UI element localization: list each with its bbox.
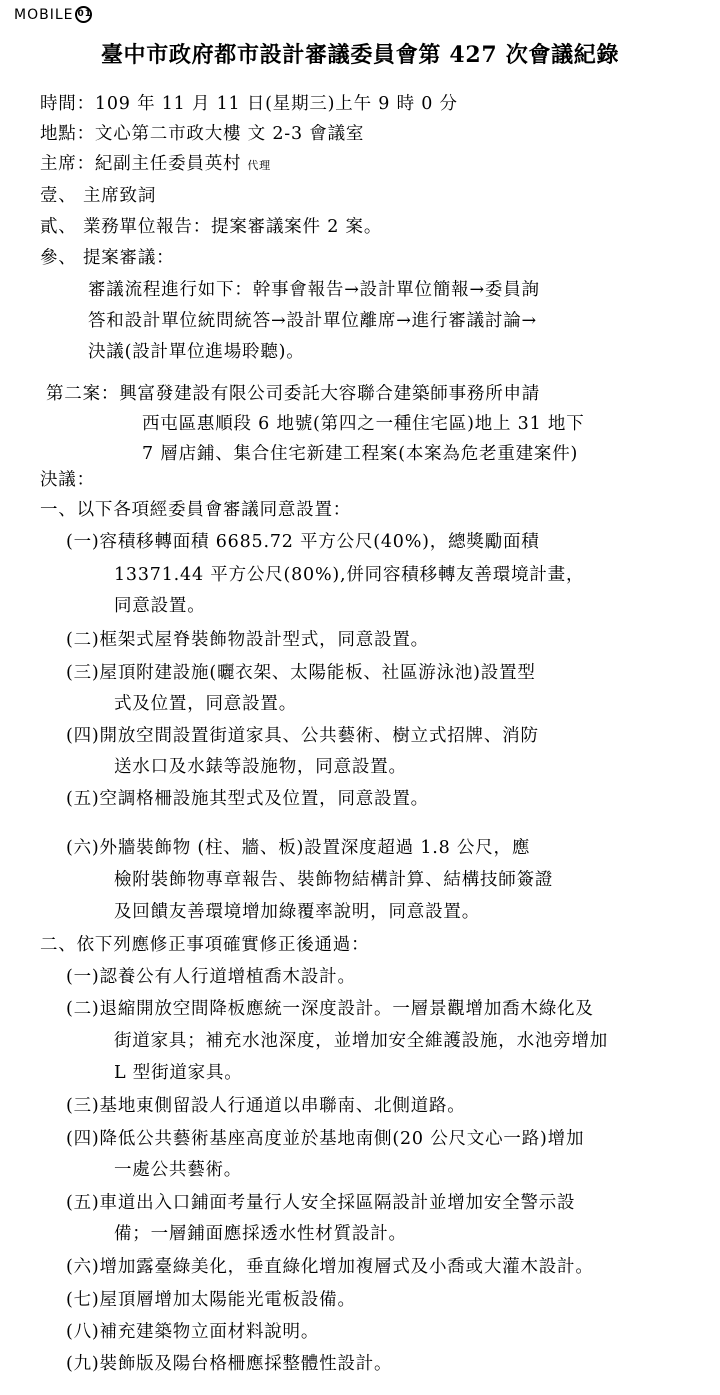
- part2-line: (一)認養公有人行道增植喬木設計。: [66, 967, 356, 987]
- part1-line: 檢附裝飾物專章報告、裝飾物結構計算、結構技師簽證: [114, 870, 554, 890]
- part2-line: (四)降低公共藝術基座高度並於基地南側(20 公尺文心一路)增加: [66, 1129, 585, 1149]
- flow-line-1: 審議流程進行如下：幹事會報告→設計單位簡報→委員詢: [88, 280, 540, 300]
- chair-text: 主席：紀副主任委員英村: [40, 154, 242, 174]
- watermark-logo: [14, 6, 92, 23]
- part2-line: (六)增加露臺綠美化，垂直綠化增加複層式及小喬或大灌木設計。: [66, 1257, 594, 1277]
- meeting-chair: [40, 150, 271, 175]
- part1-line: 及回饋友善環境增加綠覆率說明，同意設置。: [114, 902, 480, 922]
- part2-line: (八)補充建築物立面材料說明。: [66, 1322, 320, 1342]
- part2-line: 一處公共藝術。: [114, 1160, 243, 1180]
- part1-line: (五)空調格柵設施其型式及位置，同意設置。: [66, 789, 429, 809]
- part1-line: 式及位置，同意設置。: [114, 694, 297, 714]
- part2-line: (九)裝飾版及陽台格柵應採整體性設計。: [66, 1354, 393, 1374]
- agenda-item-1: 壹、 主席致詞: [40, 186, 157, 206]
- part1-line: (四)開放空間設置街道家具、公共藝術、樹立式招牌、消防: [66, 726, 539, 746]
- part1-line: (一)容積移轉面積 6685.72 平方公尺(40%)，總獎勵面積: [66, 532, 540, 552]
- watermark-ring-icon: 01: [75, 6, 92, 23]
- chair-note: 代理: [247, 159, 271, 172]
- document-title: 臺中市政府都市設計審議委員會第 427 次會議紀錄: [100, 42, 620, 68]
- part1-line: (三)屋頂附建設施(曬衣架、太陽能板、社區游泳池)設置型: [66, 663, 536, 683]
- flow-line-3: 決議(設計單位進場聆聽)。: [88, 342, 305, 362]
- part1-heading: 一、以下各項經委員會審議同意設置：: [40, 500, 352, 520]
- part1-line: (六)外牆裝飾物 (柱、牆、板)設置深度超過 1.8 公尺，應: [66, 838, 531, 858]
- part2-line: 街道家具；補充水池深度，並增加安全維護設施，水池旁增加: [114, 1031, 609, 1051]
- agenda-item-2: 貳、 業務單位報告：提案審議案件 2 案。: [40, 217, 383, 237]
- part2-line: (五)車道出入口鋪面考量行人安全採區隔設計並增加安全警示設: [66, 1193, 576, 1213]
- part2-line: (二)退縮開放空間降板應統一深度設計。一層景觀增加喬木綠化及: [66, 999, 594, 1019]
- part1-line: 13371.44 平方公尺(80%),併同容積移轉友善環境計畫，: [114, 565, 585, 585]
- part1-line: (二)框架式屋脊裝飾物設計型式，同意設置。: [66, 630, 429, 650]
- part1-line: 同意設置。: [114, 596, 206, 616]
- part2-heading: 二、依下列應修正事項確實修正後通過：: [40, 935, 370, 955]
- meeting-place: 地點：文心第二市政大樓 文 2-3 會議室: [40, 124, 365, 144]
- part2-line: 備；一層鋪面應採透水性材質設計。: [114, 1224, 407, 1244]
- part1-line: 送水口及水錶等設施物，同意設置。: [114, 757, 407, 777]
- watermark-glyphs: MOBILE: [14, 6, 74, 23]
- resolution-label: 決議：: [40, 470, 95, 490]
- part2-line: L 型街道家具。: [114, 1063, 243, 1083]
- meeting-time: 時間：109 年 11 月 11 日(星期三)上午 9 時 0 分: [40, 94, 458, 114]
- case-line-1: 第二案：興富發建設有限公司委託大容聯合建築師事務所申請: [46, 384, 541, 404]
- part2-line: (三)基地東側留設人行通道以串聯南、北側道路。: [66, 1096, 466, 1116]
- case-line-3: 7 層店鋪、集合住宅新建工程案(本案為危老重建案件): [142, 444, 579, 464]
- agenda-item-3: 參、 提案審議：: [40, 248, 175, 268]
- case-line-2: 西屯區惠順段 6 地號(第四之一種住宅區)地上 31 地下: [142, 414, 585, 434]
- part2-line: (七)屋頂層增加太陽能光電板設備。: [66, 1290, 356, 1310]
- flow-line-2: 答和設計單位統問統答→設計單位離席→進行審議討論→: [88, 311, 537, 331]
